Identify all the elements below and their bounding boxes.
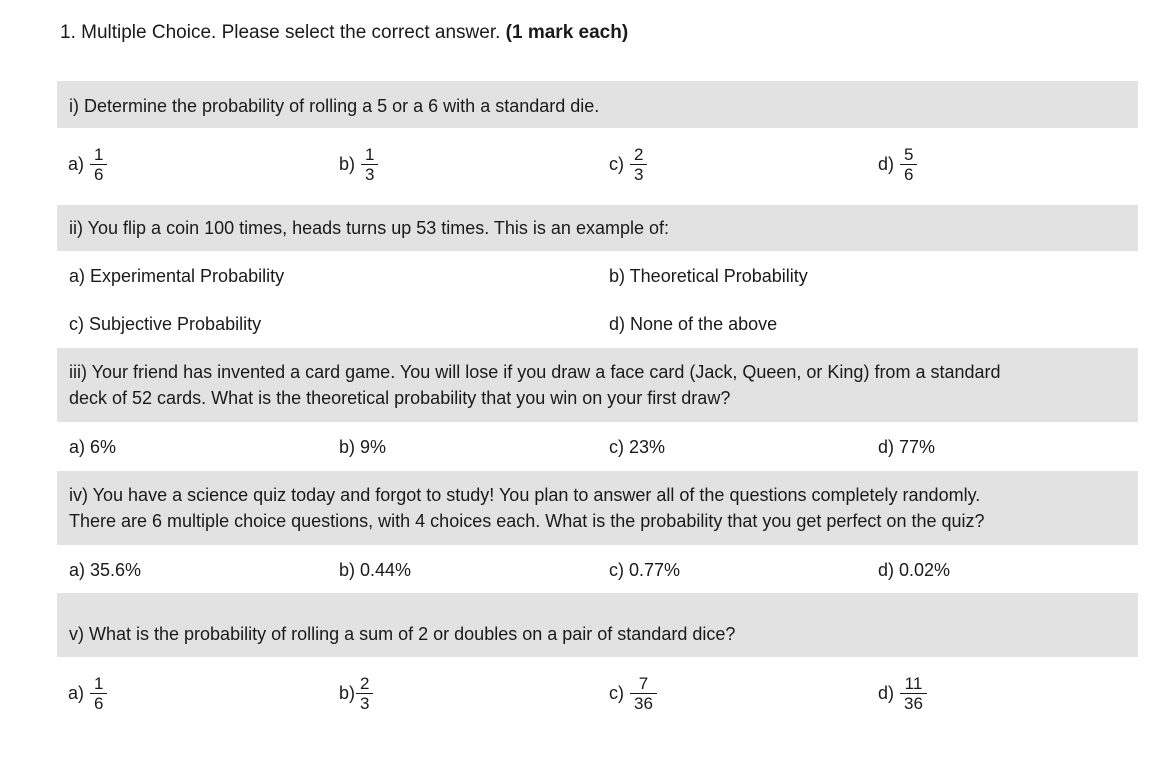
question-4-prompt-line-1: iv) You have a science quiz today and forgot to study! You plan to answer all of the questions completely randomly. (69, 485, 981, 505)
numerator: 2 (360, 674, 370, 693)
fraction (900, 674, 927, 713)
fraction (356, 674, 373, 713)
denominator: 36 (900, 693, 927, 713)
option-label: b) (339, 683, 356, 703)
denominator: 6 (90, 164, 107, 184)
heading-marks: (1 mark each) (505, 22, 629, 43)
fraction (630, 674, 657, 713)
option-label: c) (609, 683, 624, 703)
denominator: 3 (630, 164, 647, 184)
question-5-option-a[interactable] (68, 674, 107, 713)
option-label: c) (609, 154, 624, 174)
numerator: 1 (94, 145, 104, 164)
denominator: 3 (356, 693, 373, 713)
question-3-option-a[interactable]: a) 6% (69, 437, 117, 457)
option-label: a) (68, 154, 85, 174)
question-3-prompt (69, 359, 1001, 411)
question-3-option-c[interactable]: c) 23% (609, 437, 666, 457)
question-4-prompt-line-2: There are 6 multiple choice questions, with 4 choices each. What is the probability that you get perfect on the quiz? (69, 511, 985, 531)
numerator: 11 (904, 674, 923, 693)
question-1-option-a[interactable] (68, 145, 107, 184)
fraction (90, 145, 107, 184)
question-3-option-b[interactable]: b) 9% (339, 437, 387, 457)
question-4-option-b[interactable]: b) 0.44% (339, 560, 412, 580)
question-2-option-a[interactable]: a) Experimental Probability (69, 266, 285, 286)
option-label: d) (878, 683, 895, 703)
question-2-prompt: ii) You flip a coin 100 times, heads turns up 53 times. This is an example of: (69, 218, 669, 238)
denominator: 36 (630, 693, 657, 713)
question-3-prompt-line-1: iii) Your friend has invented a card game. You will lose if you draw a face card (Jack, Queen, or King) from a standard (69, 362, 1001, 382)
fraction (900, 145, 917, 184)
section-heading (60, 22, 628, 44)
question-3-prompt-line-2: deck of 52 cards. What is the theoretical probability that you win on your first draw? (69, 388, 731, 408)
numerator: 1 (365, 145, 375, 164)
question-1-prompt: i) Determine the probability of rolling a 5 or a 6 with a standard die. (69, 96, 600, 116)
question-2-option-c[interactable]: c) Subjective Probability (69, 314, 262, 334)
option-label: b) (339, 154, 356, 174)
question-2-option-d[interactable]: d) None of the above (609, 314, 778, 334)
question-5-prompt: v) What is the probability of rolling a sum of 2 or doubles on a pair of standard dice? (69, 624, 736, 644)
question-1-option-b[interactable] (339, 145, 378, 184)
question-5-option-d[interactable] (878, 674, 927, 713)
option-label: d) (878, 154, 895, 174)
question-1-option-d[interactable] (878, 145, 917, 184)
question-3-option-d[interactable]: d) 77% (878, 437, 936, 457)
question-4-prompt (69, 482, 985, 534)
question-5-option-b[interactable] (339, 674, 373, 713)
question-4-option-d[interactable]: d) 0.02% (878, 560, 951, 580)
question-4-option-a[interactable]: a) 35.6% (69, 560, 142, 580)
numerator: 2 (634, 145, 644, 164)
denominator: 6 (90, 693, 107, 713)
heading-text: 1. Multiple Choice. Please select the correct answer. (60, 22, 501, 43)
denominator: 3 (361, 164, 378, 184)
question-4-option-c[interactable]: c) 0.77% (609, 560, 681, 580)
numerator: 7 (638, 674, 649, 693)
fraction (630, 145, 647, 184)
fraction (361, 145, 378, 184)
option-label: a) (68, 683, 85, 703)
fraction (90, 674, 107, 713)
numerator: 5 (904, 145, 914, 164)
question-5-option-c[interactable] (609, 674, 657, 713)
question-1-option-c[interactable] (609, 145, 647, 184)
denominator: 6 (900, 164, 917, 184)
numerator: 1 (94, 674, 104, 693)
question-2-option-b[interactable]: b) Theoretical Probability (609, 266, 808, 286)
